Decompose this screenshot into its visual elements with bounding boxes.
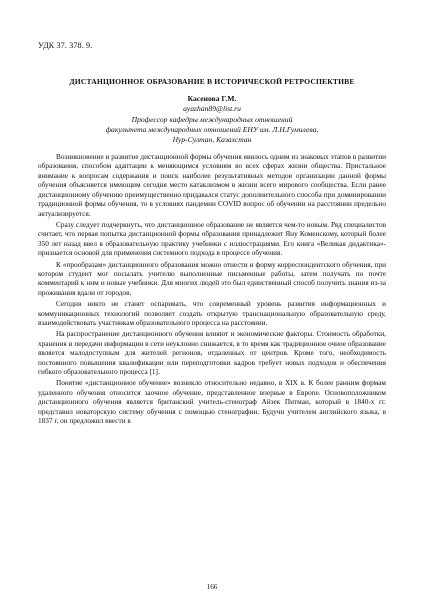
paragraph: К «прообразам» дистанционного образования можно отнести и форму корреспондентского обучения, при котором студент мог посылать учителю выполненные письменные работы, затем получать по почте комментарий к ним и новые учебники. Для многих людей это был единственный способ получить знания из-за проживания вдали от городов. xyxy=(38,260,386,297)
author-name: Касенова Г.М. xyxy=(187,94,237,103)
paragraph: Понятие «дистанционное обучение» возникло относительно недавно, в XIX в. К более ранним формам удаленного обучения относится заочное обучение, представленное впервые в Европе. Основоположником дистанционного обучения является британский учитель-стенограф Айзек Питман, который в 1840-х гг. представил новаторскую систему обучения с помощью стенографии. Будучи учителем английского языка, в 1837 г. он предложил ввести в xyxy=(38,379,386,426)
paragraph: Возникновение и развитие дистанционной формы обучения явилось одним из знаковых этапов в развитии образования, способом адаптации к меняющимся условиям во всех сферах жизни общества. Пристальное внимание к вопросам содержания и поиск наиболее результативных методов организации данной формы обучения объясняется имеющим сегодня место катаклизмом в жизни всего мирового сообщества. Если ранее дистанционному обучению преимущественно придавался статус дополнительного способа при доминировании традиционной формы обучения, то в условиях пандемии COVID вопрос об обучении на расстоянии предельно актуализируется. xyxy=(38,153,386,218)
page-number: 166 xyxy=(206,583,218,591)
paragraph: Сразу следует подчеркнуть, что дистанционное образование не является чем-то новым. Ряд специалистов считает, что первая попытка дистанционной формы образования принадлежит Яну Коменскому, который более 350 лет назад ввел в образовательную практику учебники с иллюстрациями. Его книга «Великая дидактика»-признается основой для применения системного подхода в процессе обучения. xyxy=(38,220,386,258)
article-title: ДИСТАНЦИОННОЕ ОБРАЗОВАНИЕ В ИСТОРИЧЕСКОЙ РЕТРОСПЕКТИВЕ xyxy=(69,77,355,86)
author-block xyxy=(38,94,386,145)
article-body xyxy=(38,153,386,428)
author-position: Профессор кафедры международных отношений xyxy=(131,114,293,124)
paragraph: На распространение дистанционного обучения влияют и экономические факторы. Стоимость обработки, хранения и передачи информации в сети неуклонно снижается, в то время как традиционное очное образование является малодоступным для жителей регионов, отдаленных от центров. Кроме того, необходимость постоянного повышения квалификации или переподготовки кадров требует новых подходов и обеспечения гибкого образовательного процесса [1]. xyxy=(38,330,386,377)
author-email: ayazhan89@list.ru xyxy=(183,104,241,114)
author-city: Нур-Султан, Казахстан xyxy=(172,135,252,145)
author-affiliation: факультета международных отношений ЕНУ им. Л.Н.Гумилева, xyxy=(105,124,319,134)
udk-code: УДК 37. 378. 9. xyxy=(38,41,93,50)
paragraph: Сегодня никто не станет оспаривать, что современный уровень развития информационных и коммуникационных технологий позволяет создать открытую транснациональную образовательную среду, взаимодействовать участникам образовательного процесса на расстоянии. xyxy=(38,300,386,328)
